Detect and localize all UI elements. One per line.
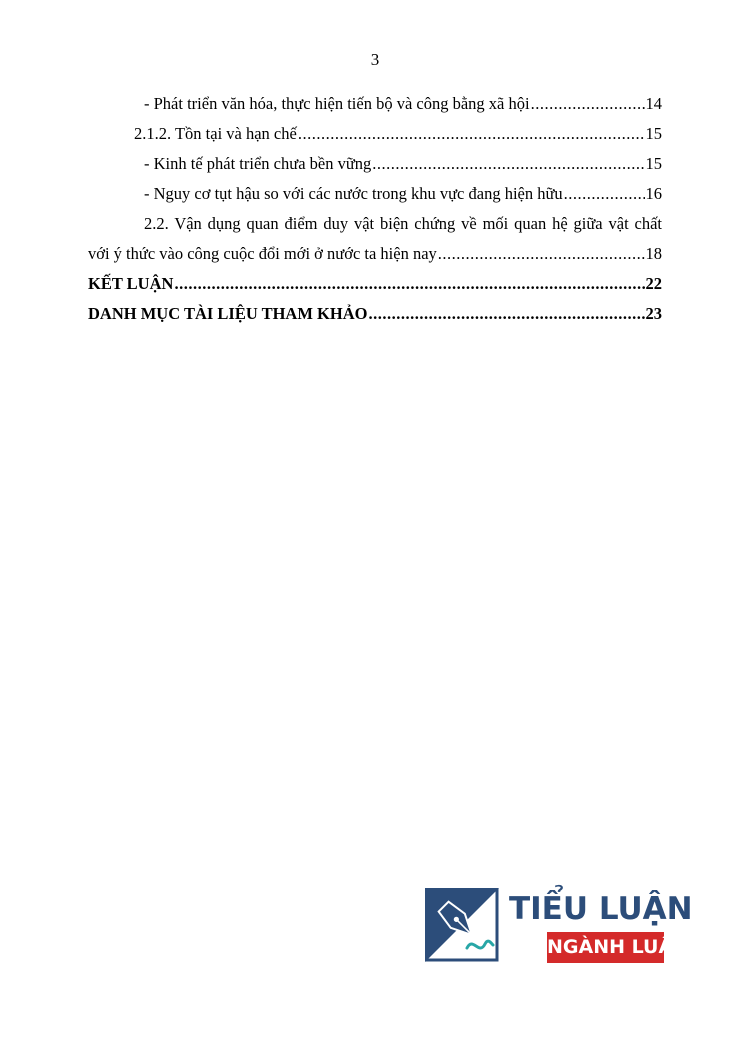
toc-entry-title: 2.1.2. Tồn tại và hạn chế (134, 124, 297, 143)
toc-entry-page: 23 (645, 304, 662, 323)
toc-entry-page: 16 (645, 184, 662, 203)
toc-leader-dots (368, 299, 644, 329)
toc-leader-dots (174, 269, 644, 299)
toc-entry-title: - Kinh tế phát triển chưa bền vững (144, 154, 372, 173)
toc-entry-line2 (88, 239, 662, 269)
toc-entry-page: 15 (645, 154, 662, 173)
fountain-pen-nib-icon (425, 888, 499, 962)
toc-entry-page: 15 (645, 124, 662, 143)
toc-entry-title-line2: với ý thức vào công cuộc đổi mới ở nước ta hiện nay (88, 244, 437, 263)
toc-leader-dots (564, 179, 645, 209)
table-of-contents (88, 89, 662, 329)
toc-entry-title: DANH MỤC TÀI LIỆU THAM KHẢO (88, 304, 368, 323)
toc-entry-multiline[interactable] (88, 209, 662, 269)
toc-entry-title: - Nguy cơ tụt hậu so với các nước trong khu vực đang hiện hữu (144, 184, 563, 203)
toc-entry-title: - Phát triển văn hóa, thực hiện tiến bộ và công bằng xã hội (144, 94, 530, 113)
toc-entry[interactable] (88, 179, 662, 209)
toc-entry-page: 22 (645, 274, 662, 293)
toc-entry-page: 14 (645, 94, 662, 113)
toc-entry[interactable] (88, 119, 662, 149)
toc-leader-dots (531, 89, 645, 119)
toc-entry-title: KẾT LUẬN (88, 274, 174, 293)
logo-subtitle: NGÀNH LUẬT (547, 932, 664, 963)
toc-leader-dots (298, 119, 645, 149)
toc-entry-references[interactable] (88, 299, 662, 329)
toc-entry[interactable] (88, 149, 662, 179)
logo-title: TIỂU LUẬN (509, 891, 693, 927)
site-logo (425, 888, 693, 964)
toc-entry-conclusion[interactable] (88, 269, 662, 299)
toc-entry[interactable] (88, 89, 662, 119)
page-number: 3 (370, 50, 380, 69)
toc-leader-dots (438, 239, 645, 269)
toc-entry-title-line1: 2.2. Vận dụng quan điểm duy vật biện chứng về mối quan hệ giữa vật chất (144, 214, 662, 233)
toc-leader-dots (372, 149, 644, 179)
toc-entry-page: 18 (645, 244, 662, 263)
